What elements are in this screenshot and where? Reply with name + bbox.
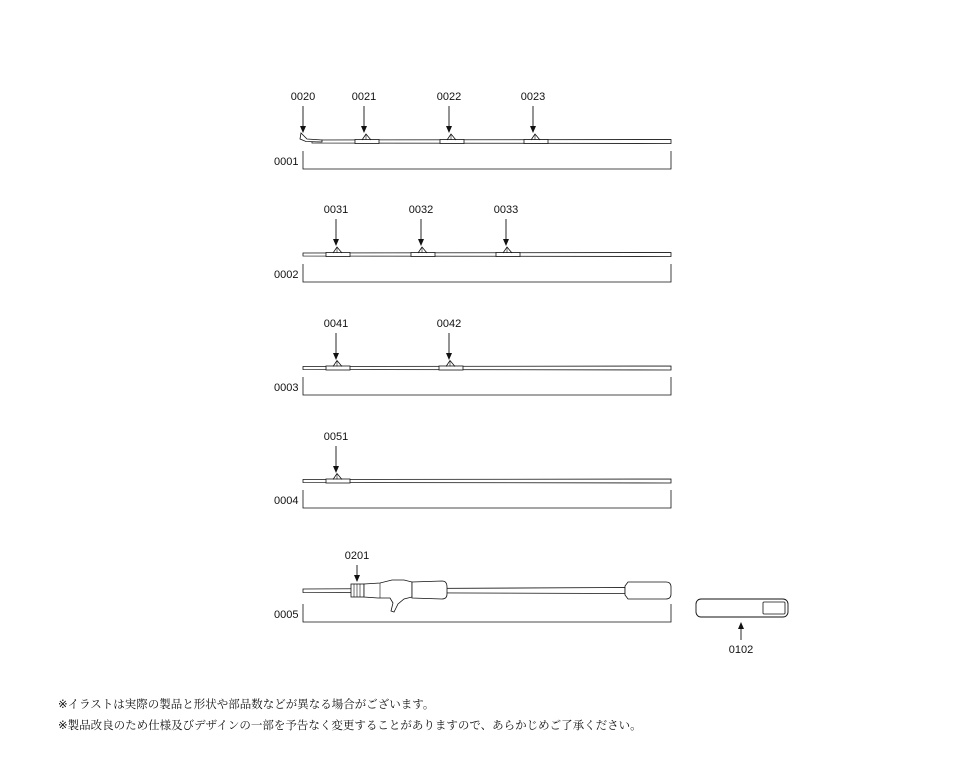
arrowhead-0031 — [333, 239, 339, 246]
bracket-0002 — [303, 264, 671, 282]
guide-0021-icon — [355, 134, 379, 144]
guide-0023-icon — [524, 134, 548, 144]
note-spec-change: ※製品改良のため仕様及びデザインの一部を予告なく変更することがありますので、あらかじめご了承ください。 — [58, 718, 642, 732]
label-0051: 0051 — [323, 431, 349, 443]
guide-0033-icon — [496, 247, 520, 257]
arrowhead-0041 — [333, 353, 339, 360]
label-0032: 0032 — [408, 204, 434, 216]
label-0020: 0020 — [290, 91, 316, 103]
arrowhead-0051 — [333, 466, 339, 473]
disclaimer-notes — [58, 694, 642, 736]
section-0002 — [274, 204, 671, 282]
blank-0003 — [303, 366, 671, 370]
section-0004 — [274, 431, 671, 508]
arrowhead-0201 — [354, 575, 360, 582]
label-0042: 0042 — [436, 318, 462, 330]
arrowhead-0023 — [530, 126, 536, 133]
guide-0031-icon — [326, 247, 350, 257]
bracket-0001 — [303, 151, 671, 169]
section-0003 — [274, 318, 671, 395]
label-0023: 0023 — [520, 91, 546, 103]
arrowhead-0032 — [418, 239, 424, 246]
label-0021: 0021 — [351, 91, 377, 103]
bracket-0003 — [303, 377, 671, 395]
guide-0041-icon — [326, 361, 350, 371]
arrowhead-0020 — [300, 126, 306, 133]
guide-0042-icon — [439, 361, 463, 371]
reel-seat-icon — [364, 580, 412, 612]
note-illustration: ※イラストは実際の製品と形状や部品数などが異なる場合がございます。 — [58, 697, 435, 711]
section-label-0001: 0001 — [274, 156, 299, 168]
section-label-0005: 0005 — [274, 609, 299, 621]
label-0102: 0102 — [728, 644, 754, 656]
section-label-0002: 0002 — [274, 269, 299, 281]
bracket-0004 — [303, 490, 671, 508]
arrowhead-0033 — [503, 239, 509, 246]
arrowhead-0102 — [738, 622, 744, 629]
blank-0002 — [303, 253, 671, 257]
guide-0022-icon — [440, 134, 464, 144]
guide-0032-icon — [411, 247, 435, 257]
blank-0004 — [303, 479, 671, 483]
arrowhead-0042 — [446, 353, 452, 360]
bracket-0005 — [303, 604, 671, 622]
ring-0201-icon — [351, 584, 364, 597]
section-0005 — [274, 550, 671, 622]
rear-grip-icon — [625, 582, 671, 599]
rod-belt-buckle-icon — [763, 602, 785, 614]
guide-0051-icon — [326, 474, 350, 484]
tip-top-guide-icon — [300, 133, 322, 142]
section-0001 — [274, 91, 671, 169]
label-0022: 0022 — [436, 91, 462, 103]
label-0033: 0033 — [493, 204, 519, 216]
label-0041: 0041 — [323, 318, 349, 330]
section-label-0004: 0004 — [274, 495, 299, 507]
fore-grip-icon — [412, 581, 447, 599]
label-0031: 0031 — [323, 204, 349, 216]
accessory-0102 — [696, 599, 788, 656]
label-0201: 0201 — [344, 550, 370, 562]
arrowhead-0021 — [361, 126, 367, 133]
section-label-0003: 0003 — [274, 382, 299, 394]
arrowhead-0022 — [446, 126, 452, 133]
